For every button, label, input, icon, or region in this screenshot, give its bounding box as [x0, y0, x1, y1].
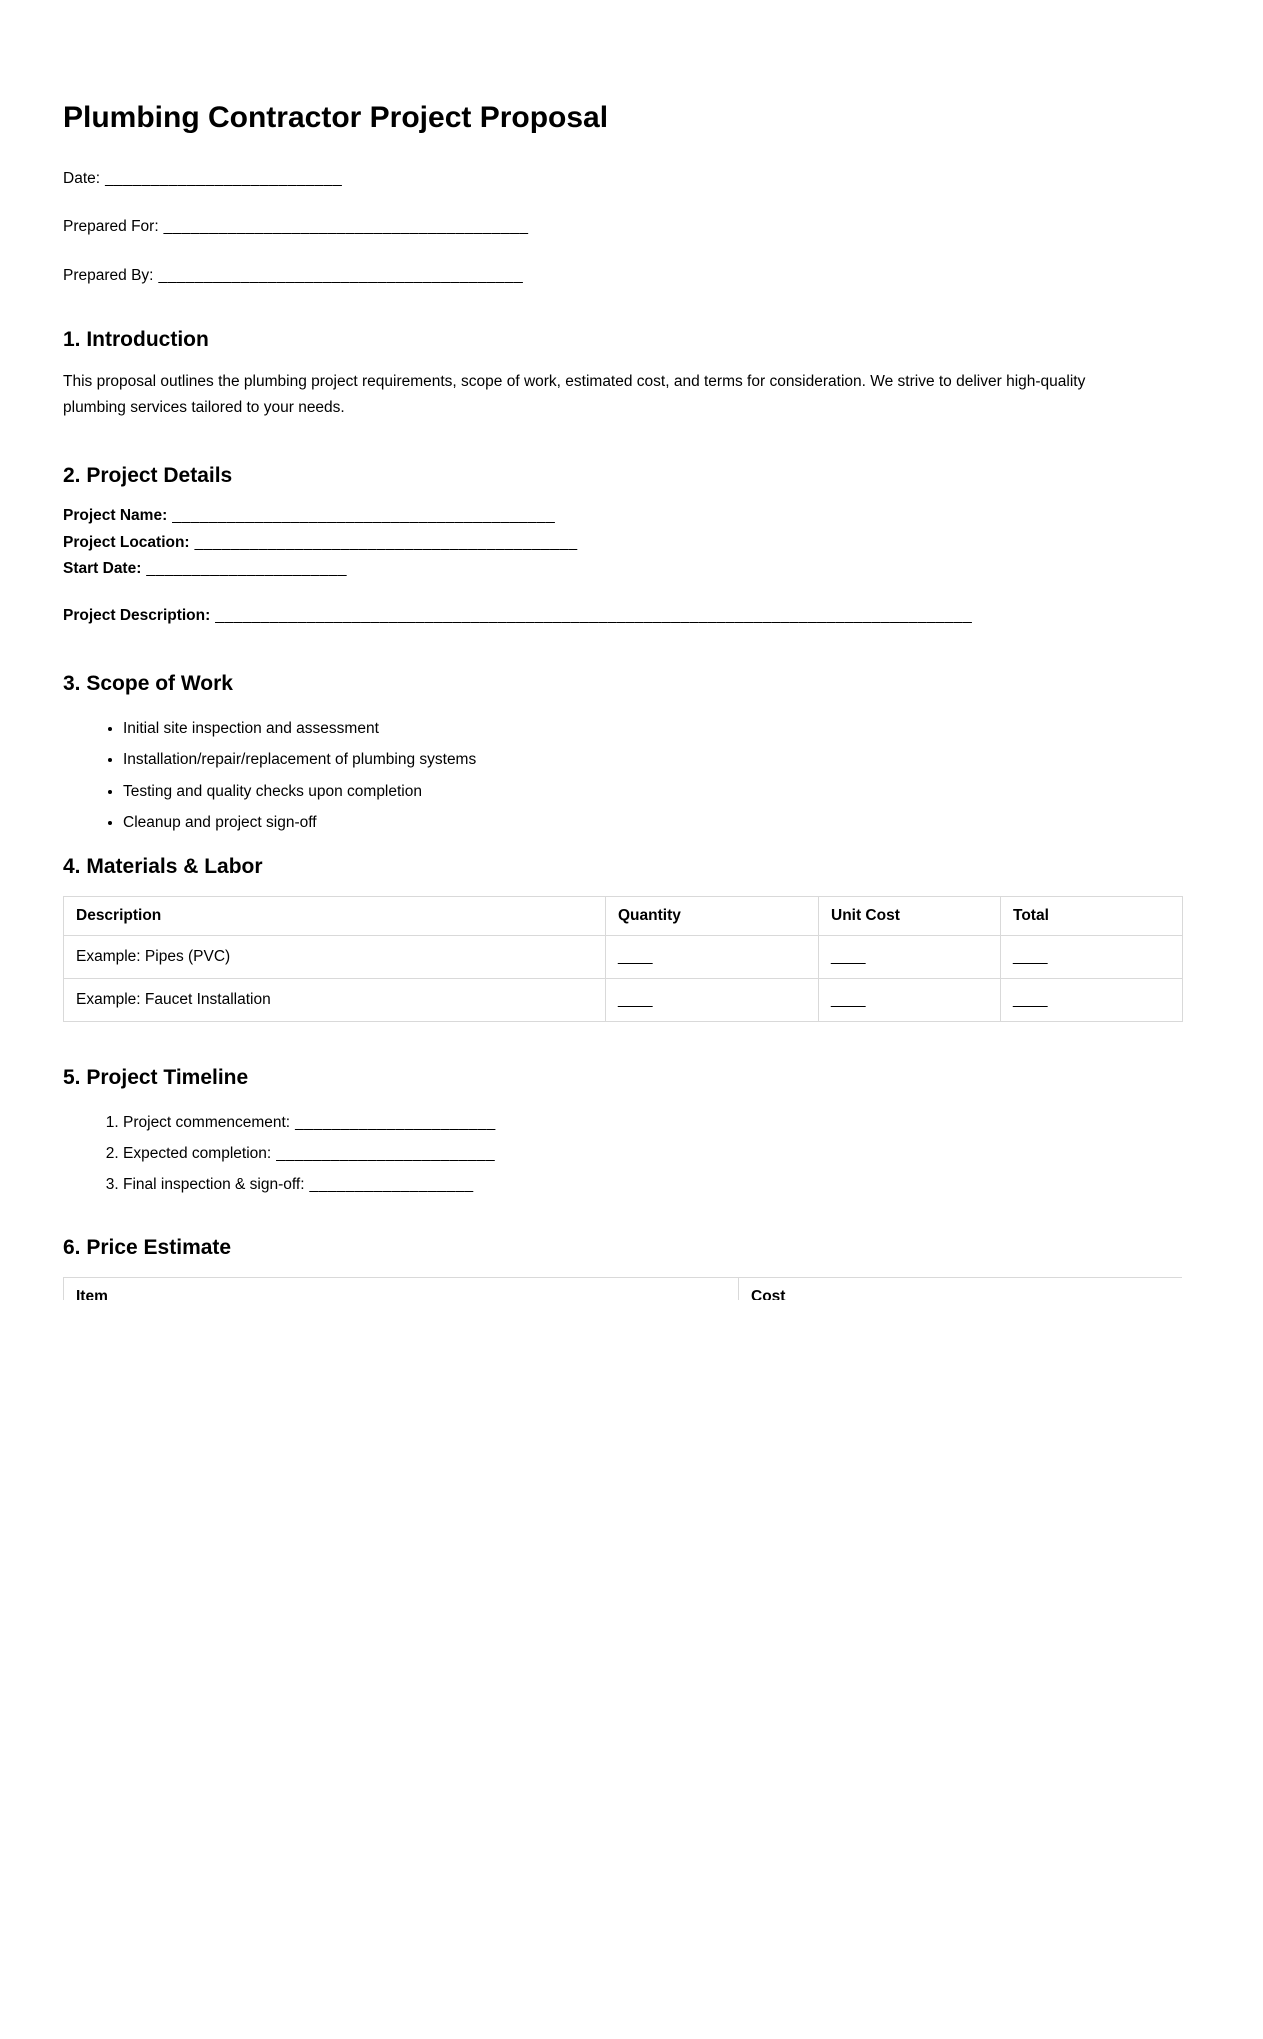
date-label: Date: — [63, 170, 101, 187]
materials-row-quantity-blank: ____ — [606, 935, 819, 978]
project-timeline-list — [63, 1110, 1200, 1199]
materials-header-quantity: Quantity — [606, 896, 819, 935]
materials-row-total-blank: ____ — [1001, 978, 1183, 1021]
prepared-for-field-line — [63, 214, 1200, 240]
section-heading-project-details: 2. Project Details — [63, 464, 233, 488]
section-heading-project-timeline: 5. Project Timeline — [63, 1065, 249, 1089]
scope-item: • Testing and quality checks upon completion — [123, 779, 1200, 805]
price-estimate-table — [63, 1277, 1182, 1300]
timeline-item — [123, 1172, 1200, 1198]
table-row — [64, 978, 1183, 1021]
materials-header-description: Description — [64, 896, 606, 935]
start-date-blank: ______________________ — [146, 560, 348, 578]
scope-item: • Initial site inspection and assessment — [123, 716, 1200, 742]
prepared-by-blank: ________________________________________ — [158, 266, 524, 284]
timeline-item — [123, 1141, 1200, 1167]
materials-header-total: Total — [1001, 896, 1183, 935]
timeline-item — [123, 1110, 1200, 1136]
timeline-item-label: Final inspection & sign-off: — [123, 1176, 305, 1194]
price-estimate-table-clipped — [63, 1277, 1182, 1300]
materials-row-unit-cost-blank: ____ — [819, 978, 1001, 1021]
timeline-item-blank: __________________ — [309, 1176, 474, 1194]
section-heading-scope-of-work: 3. Scope of Work — [63, 671, 233, 695]
materials-header-unit-cost: Unit Cost — [819, 896, 1001, 935]
date-blank: __________________________ — [105, 170, 343, 187]
project-name-line — [63, 503, 1200, 529]
scope-item: • Installation/repair/replacement of plumbing systems — [123, 747, 1200, 773]
prepared-for-label: Prepared For: — [63, 218, 159, 236]
prepared-by-field-line — [63, 263, 1200, 289]
price-header-row — [64, 1278, 1183, 1301]
start-date-label: Start Date: — [63, 560, 142, 578]
table-row — [64, 935, 1183, 978]
project-description-label: Project Description: — [63, 606, 211, 624]
prepared-by-label: Prepared By: — [63, 266, 154, 284]
timeline-item-label: Expected completion: — [123, 1145, 272, 1163]
project-location-blank: __________________________________________ — [194, 533, 578, 551]
date-field-line — [63, 166, 1200, 192]
page-title: Plumbing Contractor Project Proposal — [63, 101, 609, 134]
section-heading-materials-labor: 4. Materials & Labor — [63, 855, 263, 879]
scope-of-work-list — [63, 716, 1200, 836]
project-location-label: Project Location: — [63, 533, 190, 551]
project-name-blank: __________________________________________ — [172, 507, 556, 525]
project-name-label: Project Name: — [63, 507, 168, 525]
materials-row-description: Example: Faucet Installation — [64, 978, 606, 1021]
materials-row-description: Example: Pipes (PVC) — [64, 935, 606, 978]
section-heading-introduction: 1. Introduction — [63, 328, 209, 352]
materials-row-quantity-blank: ____ — [606, 978, 819, 1021]
timeline-item-label: Project commencement: — [123, 1113, 291, 1131]
prepared-for-blank: ________________________________________ — [163, 218, 529, 236]
project-details-fields — [63, 503, 1200, 582]
project-description-blank: ___________________________________________________________________________________ — [215, 606, 973, 624]
price-header-cost: Cost — [739, 1278, 1183, 1301]
start-date-line — [63, 556, 1200, 582]
section-heading-price-estimate: 6. Price Estimate — [63, 1235, 232, 1259]
materials-header-row — [64, 896, 1183, 935]
project-description-line — [63, 603, 1200, 629]
introduction-paragraph: This proposal outlines the plumbing project requirements, scope of work, estimated cost, and terms for consideration. We strive to deliver high-quality plumbing services tailored to your needs. — [63, 373, 1086, 417]
materials-labor-table — [63, 896, 1183, 1022]
scope-item: • Cleanup and project sign-off — [123, 810, 1200, 836]
timeline-item-blank: ______________________ — [295, 1113, 496, 1131]
timeline-item-blank: ________________________ — [276, 1145, 496, 1163]
price-header-item: Item — [64, 1278, 739, 1301]
materials-row-unit-cost-blank: ____ — [819, 935, 1001, 978]
materials-row-total-blank: ____ — [1001, 935, 1183, 978]
project-location-line — [63, 530, 1200, 556]
